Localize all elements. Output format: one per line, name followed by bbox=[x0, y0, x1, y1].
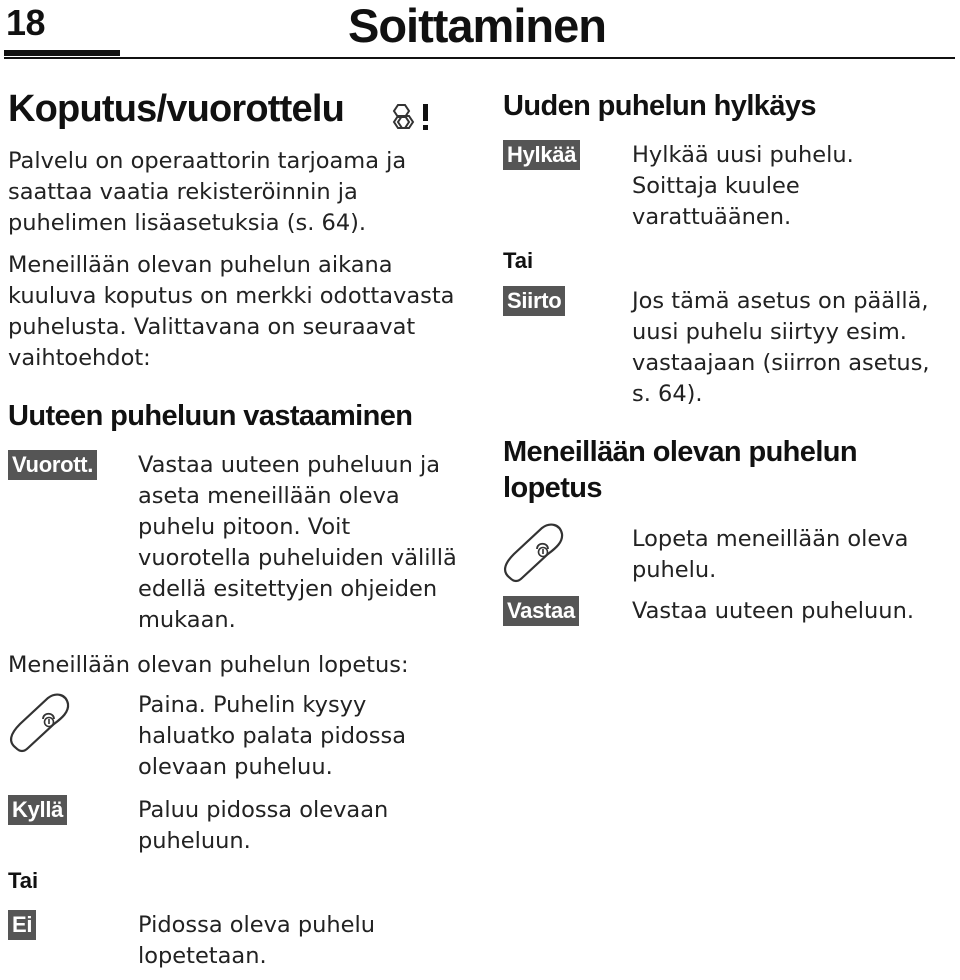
end-call-key-icon[interactable] bbox=[500, 520, 566, 588]
kylla-softkey[interactable]: Kyllä bbox=[8, 795, 67, 825]
ei-description: Pidossa oleva puhelu lopetetaan. bbox=[138, 912, 376, 969]
end-call-heading-line1: Meneillään olevan puhelun bbox=[503, 436, 858, 468]
siirto-description: Jos tämä asetus on päällä, uusi puhelu siirtyy esim. vastaajaan (siirron asetus, s. 64). bbox=[632, 288, 930, 407]
end-call-heading bbox=[503, 434, 943, 507]
page-number: 18 bbox=[6, 2, 46, 43]
siirto-softkey[interactable]: Siirto bbox=[503, 286, 565, 316]
intro-paragraph-2: Meneillään olevan puhelun aikana kuuluva koputus on merkki odottavasta puhelusta. Valittavana on seuraavat vaihtoehdot: bbox=[8, 252, 455, 371]
end-key-description: Paina. Puhelin kysyy haluatko palata pidossa olevaan puheluu. bbox=[138, 692, 407, 780]
intro-paragraph-1: Palvelu on operaattorin tarjoama ja saattaa vaatia rekisteröinnin ja puhelimen lisäasetuksia (s. 64). bbox=[8, 148, 407, 236]
hylkaa-description: Hylkää uusi puhelu. Soittaja kuulee varattuäänen. bbox=[632, 142, 854, 230]
network-service-warning-icon bbox=[390, 100, 434, 134]
end-call-heading-line2: lopetus bbox=[503, 472, 602, 505]
reject-call-heading: Uuden puhelun hylkäys bbox=[503, 90, 816, 122]
page-number-rule bbox=[4, 50, 120, 56]
section-title: Koputus/vuorottelu bbox=[8, 88, 345, 130]
vuorott-row bbox=[8, 450, 97, 480]
end-key-description-right: Lopeta meneillään oleva puhelu. bbox=[632, 526, 909, 583]
end-call-key-icon[interactable] bbox=[6, 690, 72, 758]
ei-row bbox=[8, 910, 36, 940]
header-rule bbox=[4, 57, 955, 59]
vastaa-description: Vastaa uuteen puheluun. bbox=[632, 598, 914, 624]
vastaa-row bbox=[503, 596, 579, 626]
or-label-right: Tai bbox=[503, 248, 534, 273]
hylkaa-row bbox=[503, 140, 580, 170]
hylkaa-softkey[interactable]: Hylkää bbox=[503, 140, 580, 170]
or-label: Tai bbox=[8, 868, 39, 893]
kylla-description: Paluu pidossa olevaan puheluun. bbox=[138, 797, 389, 854]
chapter-title: Soittaminen bbox=[348, 0, 606, 52]
vuorott-softkey[interactable]: Vuorott. bbox=[8, 450, 97, 480]
end-current-call-heading: Meneillään olevan puhelun lopetus: bbox=[8, 652, 409, 678]
answer-new-call-heading: Uuteen puheluun vastaaminen bbox=[8, 400, 413, 432]
vuorott-description: Vastaa uuteen puheluun ja aseta meneillään oleva puhelu pitoon. Voit vuorotella puheluiden välillä edellä esitettyjen ohjeiden mukaan. bbox=[138, 452, 457, 633]
kylla-row bbox=[8, 795, 67, 825]
siirto-row bbox=[503, 286, 565, 316]
ei-softkey[interactable]: Ei bbox=[8, 910, 36, 940]
vastaa-softkey[interactable]: Vastaa bbox=[503, 596, 579, 626]
